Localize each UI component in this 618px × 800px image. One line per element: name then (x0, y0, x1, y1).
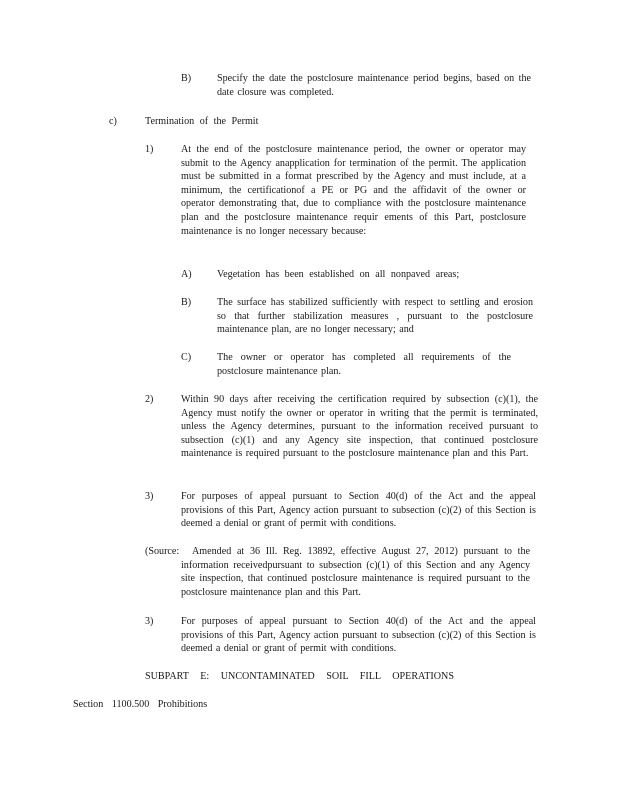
item-label: 3) (145, 491, 154, 502)
paragraph-1-termination-application: At the end of the postclosure maintenance period, the owner or operator may submit to the Agency anapplication for termination of the permit. The application must be submitted in a format prescribed by the Agency and must include, at a minimum, the certificationof a PE or PG and the affidavit of the owner or operator demonstrating that, due to compliance with the postclosure maintenance plan and the postclosure maintenance requir ements of this Part, postclosure maintenance is no longer necessary because: (181, 144, 526, 237)
item-label: 2) (145, 394, 154, 405)
paragraph-3-appeal-purposes-repeat: For purposes of appeal pursuant to Section 40(d) of the Act and the appeal provisions of this Part, Agency action pursuant to subsection (c)(2) of this Section is deemed a denial or grant of permit with conditions. (181, 616, 536, 655)
subitem-c-requirements-completed: The owner or operator has completed all requirements of the postclosure maintenance plan. (217, 352, 511, 377)
item-label: 3) (145, 616, 154, 627)
subpart-heading: SUBPART E: UNCONTAMINATED SOIL FILL OPERATIONS (145, 671, 454, 682)
subitem-label: A) (181, 269, 192, 280)
section-label: c) (109, 116, 117, 127)
paragraph-3-appeal-purposes: For purposes of appeal pursuant to Section 40(d) of the Act and the appeal provisions of this Part, Agency action pursuant to subsection (c)(2) of this Section is deemed a denial or grant of permit with conditions. (181, 491, 536, 530)
source-label: (Source: (145, 546, 180, 557)
paragraph-2-agency-notification: Within 90 days after receiving the certification required by subsection (c)(1), the Agency must notify the owner or operator in writing that the permit is terminated, unless the Agency determines, pursuant to the information received pursuant to subsection (c)(1) and any Agency site inspection, that continued postclosure maintenance is required pursuant to the postclosure maintenance plan and this Part. (181, 394, 538, 460)
item-label: 1) (145, 144, 154, 155)
subitem-label: B) (181, 297, 192, 308)
section-heading: Termination of the Permit (145, 116, 259, 127)
source-note: Amended at 36 Ill. Reg. 13892, effective August 27, 2012) pursuant to the information receivedpursuant to subsection (c)(1) of this Section and any Agency site inspection, that continued postclosure maintenance is required pursuant to the postclosure maintenance plan and this Part. (181, 546, 530, 598)
subitem-label: C) (181, 352, 192, 363)
section-1100-500-heading: Section 1100.500 Prohibitions (73, 699, 208, 710)
subitem-a-vegetation: Vegetation has been established on all nonpaved areas; (217, 269, 460, 280)
subitem-b-surface-stabilized: The surface has stabilized sufficiently with respect to settling and erosion so that further stabilization measures , pursuant to the postclosure maintenance plan, are no longer necessary; and (217, 297, 533, 336)
item-label: B) (181, 73, 192, 84)
paragraph-b-specify-date: Specify the date the postclosure maintenance period begins, based on the date closure was completed. (217, 73, 531, 98)
